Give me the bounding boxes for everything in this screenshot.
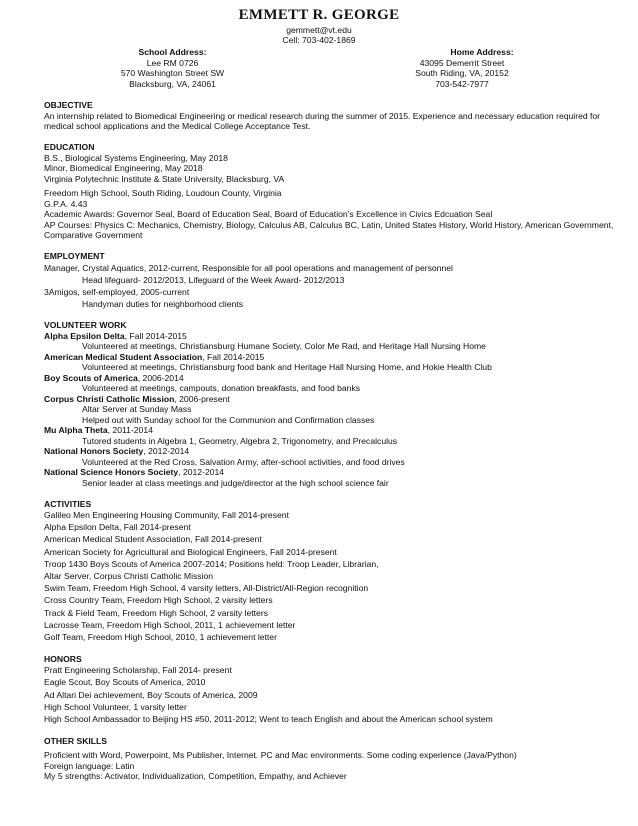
employment-detail: Handyman duties for neighborhood clients: [82, 298, 243, 309]
skill-item: Foreign language: Latin: [44, 760, 135, 771]
volunteer-entry: [44, 352, 624, 363]
volunteer-org: National Science Honors Society: [44, 467, 179, 477]
objective-text: An internship related to Biomedical Engineering or medical research during the summer of 2015. Experience and necessary education required for medical school applications and the Medical College Acceptance Test.: [44, 110, 601, 131]
volunteer-detail: Volunteered at the Red Cross, Salvation Army, after-school activities, and food drives: [82, 456, 405, 467]
volunteer-entry: [44, 467, 624, 478]
school-address-line: 570 Washington Street SW: [120, 68, 225, 78]
volunteer-org: American Medical Student Association: [44, 351, 203, 362]
cell-phone: Cell: 703-402-1869: [282, 35, 356, 45]
degree: B.S., Biological Systems Engineering, May 2018: [44, 152, 228, 163]
home-address: [392, 47, 532, 89]
activity-item: Track & Field Team, Freedom High School, 2 varsity letters: [44, 607, 268, 618]
volunteer-dates: , 2006-2014: [137, 372, 184, 383]
activity-item: Altar Server, Corpus Christi Catholic Mission: [44, 571, 214, 582]
honors-section: [44, 654, 624, 726]
honor-item: Pratt Engineering Scholarship, Fall 2014- present: [44, 665, 232, 676]
other-skills-heading: OTHER SKILLS: [44, 735, 108, 746]
activities-heading: ACTIVITIES: [44, 498, 92, 509]
activities-section: [44, 499, 624, 644]
volunteer-entry: [44, 446, 624, 457]
employment-job: Manager, Crystal Aquatics, 2012-current, Responsible for all pool operations and management of personnel: [44, 262, 453, 273]
volunteer-detail: Altar Server at Sunday Mass: [82, 404, 192, 414]
activity-item: Golf Team, Freedom High School, 2010, 1 achievement letter: [44, 632, 277, 643]
skill-item: My 5 strengths: Activator, Individualization, Competition, Empathy, and Achiever: [44, 771, 347, 782]
activity-item: Troop 1430 Boys Scouts of America 2007-2014; Positions held: Troop Leader, Librarian,: [44, 558, 379, 569]
volunteer-entry: [44, 331, 624, 342]
volunteer-dates: , 2011-2014: [107, 425, 153, 435]
volunteer-detail: Volunteered at meetings, Christiansburg Humane Society, Color Me Rad, and Heritage Hall Nursing Home: [82, 341, 486, 351]
volunteer-detail: Helped out with Sunday school for the Communion and Confirmation classes: [82, 414, 375, 425]
home-address-line: 703-542-7977: [435, 78, 489, 89]
honor-item: High School Volunteer, 1 varsity letter: [44, 701, 187, 712]
activity-item: American Society for Agricultural and Biological Engineers, Fall 2014-present: [44, 546, 337, 557]
school-address-line: Blacksburg, VA, 24061: [129, 78, 216, 89]
activity-item: Swim Team, Freedom High School, 4 varsity letters, All-District/All-Region recognition: [44, 583, 369, 594]
honor-item: Eagle Scout, Boy Scouts of America, 2010: [44, 677, 206, 688]
employment-detail: Head lifeguard- 2012/2013, Lifeguard of the Week Award- 2012/2013: [82, 274, 345, 285]
activity-item: Galileo Men Engineering Housing Community, Fall 2014-present: [44, 510, 289, 520]
employment-heading: EMPLOYMENT: [44, 251, 105, 261]
employment-job: 3Amigos, self-employed, 2005-current: [44, 286, 190, 297]
skill-item: Proficient with Word, Powerpoint, Ms Publisher, Internet. PC and Mac environments. Some coding experience (Java/Python): [44, 750, 517, 761]
home-address-line: South Riding, VA, 20152: [415, 68, 509, 78]
honors-heading: HONORS: [44, 653, 82, 664]
school-address-heading: School Address:: [138, 47, 207, 57]
email: gemmett@vt.edu: [286, 25, 352, 35]
volunteer-detail: Tutored students in Algebra 1, Geometry, Algebra 2, Trigonometry, and Precalculus: [82, 435, 398, 446]
gpa: G.P.A. 4.43: [44, 198, 88, 209]
volunteer-dates: , 2012-2014: [178, 467, 225, 477]
ap-courses: AP Courses: Physics C: Mechanics, Chemistry, Biology, Calculus AB, Calculus BC, Latin, United States History, World History, American Government, Comparative Government: [44, 219, 614, 240]
volunteer-org: National Honors Society: [44, 446, 144, 456]
high-school: Freedom High School, South Riding, Loudoun County, Virginia: [44, 188, 282, 198]
candidate-name: EMMETT R. GEORGE: [238, 7, 400, 23]
resume-body: [44, 100, 624, 782]
volunteer-dates: , Fall 2014-2015: [202, 351, 265, 362]
activity-item: Alpha Epsilon Delta, Fall 2014-present: [44, 522, 191, 533]
volunteer-detail: Senior leader at class meetings and judge/director at the high school science fair: [82, 477, 389, 488]
objective-heading: OBJECTIVE: [44, 100, 93, 110]
volunteer-detail: Volunteered at meetings, campouts, donation breakfasts, and food banks: [82, 383, 361, 393]
volunteer-org: Corpus Christi Catholic Mission: [44, 393, 175, 404]
volunteer-detail: Volunteered at meetings, Christiansburg food bank and Heritage Hall Nursing Home, and Hokie Health Club: [82, 362, 492, 372]
volunteer-dates: , Fall 2014-2015: [124, 330, 187, 341]
university: Virginia Polytechnic Institute & State University, Blacksburg, VA: [44, 173, 285, 184]
minor: Minor, Biomedical Engineering, May 2018: [44, 163, 203, 173]
volunteer-org: Mu Alpha Theta: [44, 425, 108, 435]
home-address-line: 43095 Demerrit Street: [419, 57, 505, 68]
activity-item: American Medical Student Association, Fall 2014-present: [44, 534, 262, 545]
school-address: [110, 47, 235, 89]
volunteer-dates: , 2006-present: [174, 393, 230, 404]
volunteer-org: Alpha Epsilon Delta: [44, 330, 125, 341]
volunteer-entry: [44, 373, 624, 384]
volunteer-entry: [44, 425, 624, 436]
school-address-line: Lee RM 0726: [146, 57, 199, 68]
volunteer-dates: , 2012-2014: [143, 446, 190, 456]
honor-item: Ad Altari Dei achievement, Boy Scouts of America, 2009: [44, 689, 258, 700]
activity-item: Lacrosse Team, Freedom High School, 2011, 1 achievement letter: [44, 619, 296, 630]
home-address-heading: Home Address:: [450, 47, 514, 57]
volunteer-org: Boy Scouts of America: [44, 372, 138, 383]
volunteer-entry: [44, 394, 624, 405]
education-heading: EDUCATION: [44, 142, 95, 152]
volunteer-heading: VOLUNTEER WORK: [44, 320, 127, 330]
activity-item: Cross Country Team, Freedom High School, 2 varsity letters: [44, 595, 273, 606]
academic-awards: Academic Awards: Governor Seal, Board of Education Seal, Board of Education’s Excellence in Civics Edcuation Seal: [44, 209, 493, 219]
honor-item: High School Ambassador to Beijing HS #50, 2011-2012; Went to teach English and about the American school system: [44, 714, 493, 725]
